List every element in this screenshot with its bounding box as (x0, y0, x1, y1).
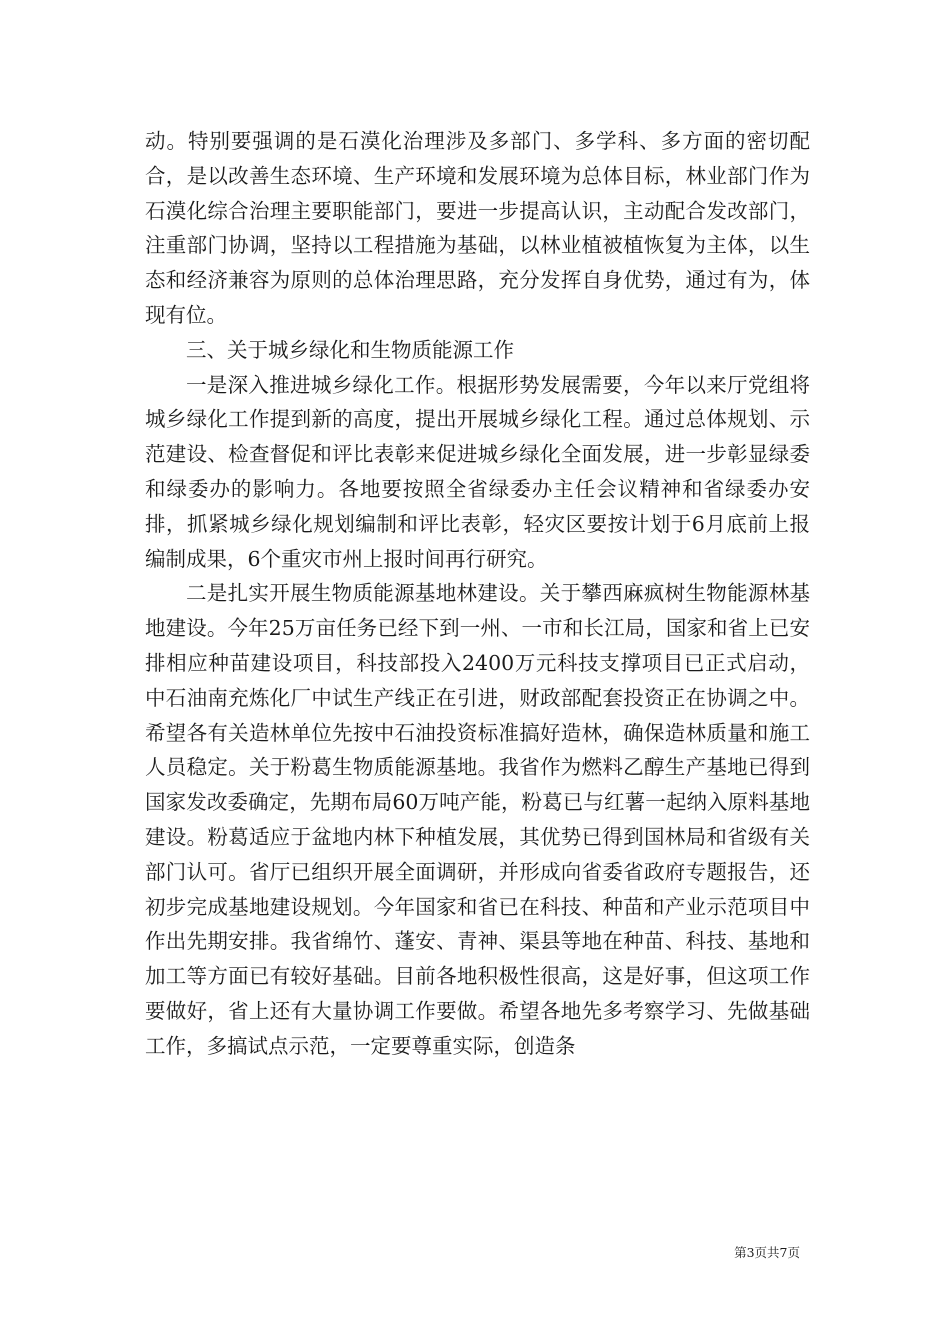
paragraph-bioenergy-forest: 二是扎实开展生物质能源基地林建设。关于攀西麻疯树生物能源林基地建设。今年25万亩任务已经下到一州、一市和长江局，国家和省上已安排相应种苗建设项目，科技部投入2400万元科技支撑项目已正式启动，中石油南充炼化厂中试生产线正在引进，财政部配套投资正在协调之中。希望各有关造林单位先按中石油投资标准搞好造林，确保造林质量和施工人员稳定。关于粉葛生物质能源基地。我省作为燃料乙醇生产基地已得到国家发改委确定，先期布局60万吨产能，粉葛已与红薯一起纳入原料基地建设。粉葛适应于盆地内林下种植发展，其优势已得到国林局和省级有关部门认可。省厅已组织开展全面调研，并形成向省委省政府专题报告，还初步完成基地建设规划。今年国家和省已在科技、种苗和产业示范项目中作出先期安排。我省绵竹、蓬安、青神、渠县等地在种苗、科技、基地和加工等方面已有较好基础。目前各地积极性很高，这是好事，但这项工作要做好，省上还有大量协调工作要做。希望各地先多考察学习、先做基础工作，多搞试点示范，一定要尊重实际，创造条 (145, 581, 810, 1058)
paragraph-urban-rural-greening: 一是深入推进城乡绿化工作。根据形势发展需要，今年以来厅党组将城乡绿化工作提到新的高度，提出开展城乡绿化工程。通过总体规划、示范建设、检查督促和评比表彰来促进城乡绿化全面发展，进一步彰显绿委和绿委办的影响力。各地要按照全省绿委办主任会议精神和省绿委办安排，抓紧城乡绿化规划编制和评比表彰，轻灾区要按计划于6月底前上报编制成果，6个重灾市州上报时间再行研究。 (145, 372, 810, 571)
section-heading: 三、关于城乡绿化和生物质能源工作 (186, 337, 514, 362)
page-number-footer: 第3页共7页 (734, 1245, 800, 1260)
document-body (145, 124, 810, 1064)
paragraph-continuation: 动。特别要强调的是石漠化治理涉及多部门、多学科、多方面的密切配合，是以改善生态环境、生产环境和发展环境为总体目标，林业部门作为石漠化综合治理主要职能部门，要进一步提高认识，主动配合发改部门，注重部门协调，坚持以工程措施为基础，以林业植被植恢复为主体，以生态和经济兼容为原则的总体治理思路，充分发挥自身优势，通过有为，体现有位。 (145, 129, 810, 327)
